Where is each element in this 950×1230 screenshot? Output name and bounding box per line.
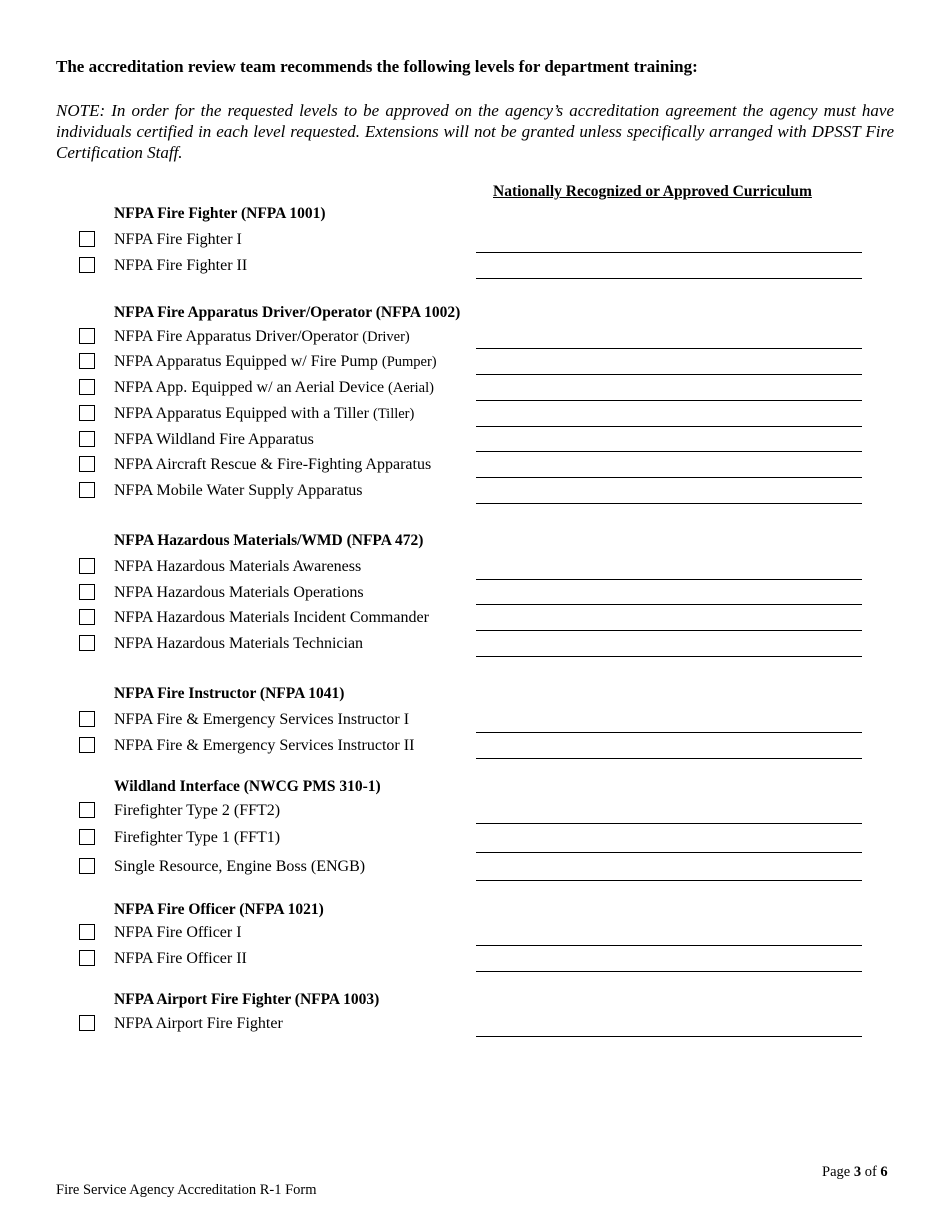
level-label-text: NFPA Hazardous Materials Incident Commander (114, 609, 429, 626)
curriculum-entry-line[interactable] (476, 477, 862, 478)
level-abbreviation: (Tiller) (372, 406, 415, 422)
level-abbreviation: (Pumper) (381, 354, 437, 370)
level-checkbox[interactable] (79, 858, 95, 874)
level-label (114, 828, 280, 848)
curriculum-entry-line[interactable] (476, 348, 862, 349)
level-checkbox[interactable] (79, 482, 95, 498)
training-level-row (0, 1014, 950, 1034)
level-label (114, 1014, 283, 1034)
level-label-text: NFPA Hazardous Materials Operations (114, 584, 364, 601)
level-label-text: NFPA Fire Fighter II (114, 257, 248, 274)
level-label (114, 230, 242, 250)
page-number: Page 3 of 6 (822, 1164, 888, 1180)
curriculum-entry-line[interactable] (476, 823, 862, 824)
level-checkbox[interactable] (79, 635, 95, 651)
training-level-row (0, 710, 950, 730)
training-level-row (0, 404, 950, 424)
level-label (114, 455, 431, 475)
curriculum-column-header: Nationally Recognized or Approved Curriculum (493, 183, 812, 200)
training-level-row (0, 857, 950, 877)
level-checkbox[interactable] (79, 405, 95, 421)
level-checkbox[interactable] (79, 609, 95, 625)
training-level-row (0, 557, 950, 577)
level-label-text: NFPA Fire Apparatus Driver/Operator (114, 328, 363, 345)
level-checkbox[interactable] (79, 802, 95, 818)
section-title: NFPA Fire Instructor (NFPA 1041) (114, 685, 345, 702)
level-label (114, 608, 429, 628)
training-level-row (0, 256, 950, 276)
training-level-row (0, 378, 950, 398)
level-label-text: NFPA Hazardous Materials Technician (114, 635, 364, 652)
level-label (114, 949, 247, 969)
training-level-row (0, 583, 950, 603)
training-level-row (0, 923, 950, 943)
curriculum-entry-line[interactable] (476, 880, 862, 881)
level-label-text: Firefighter Type 2 (FFT2) (114, 802, 281, 819)
section-title: NFPA Fire Apparatus Driver/Operator (NFPA 1002) (114, 304, 461, 321)
section-title: Wildland Interface (NWCG PMS 310-1) (114, 778, 381, 795)
form-name: Fire Service Agency Accreditation R-1 Form (56, 1182, 317, 1198)
section-title: NFPA Hazardous Materials/WMD (NFPA 472) (114, 532, 424, 549)
level-label (114, 710, 409, 730)
level-checkbox[interactable] (79, 231, 95, 247)
level-checkbox[interactable] (79, 1015, 95, 1031)
level-checkbox[interactable] (79, 737, 95, 753)
level-label (114, 923, 242, 943)
level-label-text: NFPA Fire Fighter I (114, 231, 242, 248)
level-label-text: NFPA Aircraft Rescue & Fire-Fighting Apparatus (114, 456, 432, 473)
level-label (114, 352, 437, 372)
page-heading: The accreditation review team recommends the following levels for department training: (56, 57, 698, 76)
curriculum-entry-line[interactable] (476, 758, 862, 759)
level-label (114, 256, 247, 276)
level-label-text: NFPA Fire Officer II (114, 950, 247, 967)
section-title: NFPA Airport Fire Fighter (NFPA 1003) (114, 991, 380, 1008)
level-label-text: NFPA Wildland Fire Apparatus (114, 431, 314, 448)
training-level-row (0, 327, 950, 347)
curriculum-entry-line[interactable] (476, 503, 862, 504)
level-label (114, 801, 280, 821)
level-label-text: NFPA Airport Fire Fighter (114, 1015, 283, 1032)
curriculum-entry-line[interactable] (476, 630, 862, 631)
curriculum-entry-line[interactable] (476, 945, 862, 946)
level-checkbox[interactable] (79, 379, 95, 395)
level-label-text: NFPA Fire & Emergency Services Instructor II (114, 737, 415, 754)
curriculum-entry-line[interactable] (476, 374, 862, 375)
training-level-row (0, 949, 950, 969)
level-label (114, 378, 434, 398)
training-level-row (0, 801, 950, 821)
training-level-row (0, 352, 950, 372)
level-label-text: Single Resource, Engine Boss (ENGB) (114, 858, 366, 875)
curriculum-entry-line[interactable] (476, 656, 862, 657)
curriculum-entry-line[interactable] (476, 400, 862, 401)
level-label (114, 583, 364, 603)
level-label-text: NFPA Mobile Water Supply Apparatus (114, 482, 363, 499)
level-label (114, 634, 363, 654)
level-checkbox[interactable] (79, 584, 95, 600)
level-checkbox[interactable] (79, 353, 95, 369)
curriculum-entry-line[interactable] (476, 278, 862, 279)
training-level-row (0, 230, 950, 250)
level-label-text: NFPA Fire & Emergency Services Instructor I (114, 711, 410, 728)
level-abbreviation: (Aerial) (388, 380, 434, 396)
section-title: NFPA Fire Officer (NFPA 1021) (114, 901, 324, 918)
curriculum-entry-line[interactable] (476, 579, 862, 580)
level-label (114, 557, 361, 577)
curriculum-entry-line[interactable] (476, 604, 862, 605)
section-title: NFPA Fire Fighter (NFPA 1001) (114, 205, 326, 222)
level-label-text: NFPA Apparatus Equipped with a Tiller (114, 405, 373, 422)
level-label (114, 404, 414, 424)
curriculum-entry-line[interactable] (476, 852, 862, 853)
level-label-text: NFPA Fire Officer I (114, 924, 242, 941)
curriculum-entry-line[interactable] (476, 971, 862, 972)
level-label-text: NFPA App. Equipped w/ an Aerial Device (114, 379, 389, 396)
level-label (114, 430, 314, 450)
level-label-text: NFPA Apparatus Equipped w/ Fire Pump (114, 353, 382, 370)
level-checkbox[interactable] (79, 829, 95, 845)
level-label (114, 736, 414, 756)
level-checkbox[interactable] (79, 257, 95, 273)
training-level-row (0, 634, 950, 654)
level-checkbox[interactable] (79, 950, 95, 966)
level-checkbox[interactable] (79, 558, 95, 574)
level-label (114, 327, 410, 347)
training-level-row (0, 481, 950, 501)
curriculum-entry-line[interactable] (476, 252, 862, 253)
training-level-row (0, 608, 950, 628)
level-abbreviation: (Driver) (362, 329, 410, 345)
note-paragraph: NOTE: In order for the requested levels to be approved on the agency’s accreditation agreement the agency must have individuals certified in each level requested. Extensions will not be granted unless specifically arranged with DPSST Fire Certification Staff. (56, 101, 894, 162)
level-checkbox[interactable] (79, 456, 95, 472)
level-label-text: NFPA Hazardous Materials Awareness (114, 558, 362, 575)
training-level-row (0, 736, 950, 756)
level-checkbox[interactable] (79, 924, 95, 940)
curriculum-entry-line[interactable] (476, 1036, 862, 1037)
training-level-row (0, 828, 950, 848)
training-level-row (0, 430, 950, 450)
level-checkbox[interactable] (79, 711, 95, 727)
curriculum-entry-line[interactable] (476, 732, 862, 733)
level-label (114, 857, 365, 877)
level-checkbox[interactable] (79, 431, 95, 447)
curriculum-entry-line[interactable] (476, 451, 862, 452)
level-checkbox[interactable] (79, 328, 95, 344)
level-label (114, 481, 363, 501)
level-label-text: Firefighter Type 1 (FFT1) (114, 829, 281, 846)
curriculum-entry-line[interactable] (476, 426, 862, 427)
training-level-row (0, 455, 950, 475)
